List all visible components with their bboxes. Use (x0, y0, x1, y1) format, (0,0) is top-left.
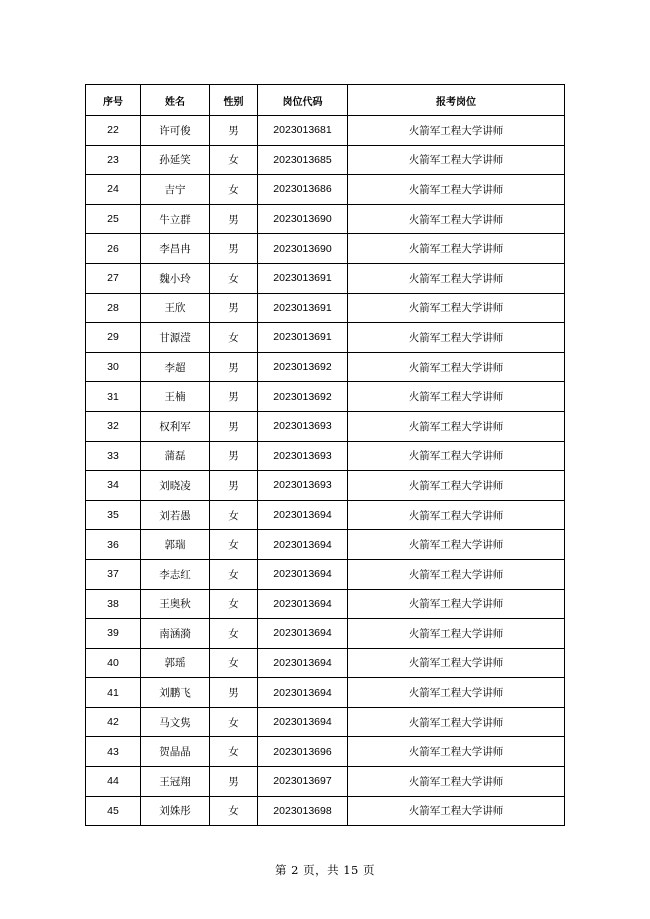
row-gender: 男 (210, 471, 258, 501)
row-index: 31 (86, 382, 141, 412)
row-applied-post: 火箭军工程大学讲师 (348, 619, 565, 649)
table-row (86, 175, 565, 205)
row-name: 刘若愚 (141, 500, 210, 530)
row-gender: 男 (210, 411, 258, 441)
row-name: 郭瑞 (141, 530, 210, 560)
row-name: 贺晶晶 (141, 737, 210, 767)
row-index: 43 (86, 737, 141, 767)
table-row (86, 382, 565, 412)
table-row (86, 648, 565, 678)
row-index: 38 (86, 589, 141, 619)
page-footer: 第 2 页，共 15 页 (274, 863, 376, 877)
row-post-code: 2023013691 (258, 263, 348, 293)
row-applied-post: 火箭军工程大学讲师 (348, 500, 565, 530)
row-post-code: 2023013696 (258, 737, 348, 767)
candidate-table (85, 84, 565, 826)
table-row (86, 263, 565, 293)
row-post-code: 2023013681 (258, 116, 348, 146)
table-row (86, 323, 565, 353)
row-applied-post: 火箭军工程大学讲师 (348, 234, 565, 264)
table-row (86, 411, 565, 441)
table-row (86, 204, 565, 234)
table-row (86, 471, 565, 501)
row-gender: 男 (210, 116, 258, 146)
row-applied-post: 火箭军工程大学讲师 (348, 323, 565, 353)
row-index: 39 (86, 619, 141, 649)
row-name: 马文隽 (141, 707, 210, 737)
row-post-code: 2023013685 (258, 145, 348, 175)
row-gender: 男 (210, 678, 258, 708)
row-gender: 男 (210, 234, 258, 264)
row-gender: 男 (210, 293, 258, 323)
header-gender: 性别 (210, 85, 258, 116)
row-gender: 女 (210, 619, 258, 649)
table-row (86, 441, 565, 471)
row-gender: 男 (210, 204, 258, 234)
row-name: 甘源滢 (141, 323, 210, 353)
row-applied-post: 火箭军工程大学讲师 (348, 263, 565, 293)
row-applied-post: 火箭军工程大学讲师 (348, 707, 565, 737)
table-row (86, 500, 565, 530)
header-applied-post: 报考岗位 (348, 85, 565, 116)
row-applied-post: 火箭军工程大学讲师 (348, 767, 565, 797)
row-applied-post: 火箭军工程大学讲师 (348, 145, 565, 175)
row-index: 22 (86, 116, 141, 146)
row-post-code: 2023013692 (258, 382, 348, 412)
row-post-code: 2023013694 (258, 589, 348, 619)
row-applied-post: 火箭军工程大学讲师 (348, 559, 565, 589)
row-gender: 男 (210, 441, 258, 471)
row-gender: 女 (210, 796, 258, 826)
row-gender: 女 (210, 589, 258, 619)
table-row (86, 707, 565, 737)
table-row (86, 530, 565, 560)
table-row (86, 589, 565, 619)
row-applied-post: 火箭军工程大学讲师 (348, 411, 565, 441)
row-name: 郭瑶 (141, 648, 210, 678)
row-post-code: 2023013694 (258, 648, 348, 678)
row-gender: 男 (210, 352, 258, 382)
row-gender: 女 (210, 323, 258, 353)
row-applied-post: 火箭军工程大学讲师 (348, 737, 565, 767)
row-post-code: 2023013690 (258, 204, 348, 234)
row-index: 45 (86, 796, 141, 826)
row-applied-post: 火箭军工程大学讲师 (348, 352, 565, 382)
table-row (86, 796, 565, 826)
row-name: 南涵漪 (141, 619, 210, 649)
row-index: 40 (86, 648, 141, 678)
row-post-code: 2023013691 (258, 293, 348, 323)
row-index: 32 (86, 411, 141, 441)
row-gender: 女 (210, 145, 258, 175)
row-applied-post: 火箭军工程大学讲师 (348, 796, 565, 826)
row-post-code: 2023013686 (258, 175, 348, 205)
row-post-code: 2023013691 (258, 323, 348, 353)
row-post-code: 2023013694 (258, 619, 348, 649)
row-name: 孙延笑 (141, 145, 210, 175)
table-row (86, 737, 565, 767)
header-index: 序号 (86, 85, 141, 116)
table-row (86, 293, 565, 323)
row-name: 刘晓凌 (141, 471, 210, 501)
row-name: 王楠 (141, 382, 210, 412)
row-index: 23 (86, 145, 141, 175)
row-post-code: 2023013694 (258, 500, 348, 530)
row-post-code: 2023013690 (258, 234, 348, 264)
row-name: 王欣 (141, 293, 210, 323)
row-applied-post: 火箭军工程大学讲师 (348, 293, 565, 323)
row-name: 刘鹏飞 (141, 678, 210, 708)
row-index: 35 (86, 500, 141, 530)
row-name: 许可俊 (141, 116, 210, 146)
row-index: 41 (86, 678, 141, 708)
row-gender: 女 (210, 648, 258, 678)
row-gender: 女 (210, 737, 258, 767)
row-post-code: 2023013697 (258, 767, 348, 797)
row-index: 44 (86, 767, 141, 797)
row-index: 29 (86, 323, 141, 353)
row-gender: 女 (210, 530, 258, 560)
row-name: 李昌冉 (141, 234, 210, 264)
table-row (86, 678, 565, 708)
table-row (86, 116, 565, 146)
row-applied-post: 火箭军工程大学讲师 (348, 204, 565, 234)
row-index: 34 (86, 471, 141, 501)
row-applied-post: 火箭军工程大学讲师 (348, 678, 565, 708)
row-name: 王奥秋 (141, 589, 210, 619)
row-post-code: 2023013694 (258, 530, 348, 560)
row-applied-post: 火箭军工程大学讲师 (348, 116, 565, 146)
table-row (86, 234, 565, 264)
row-index: 36 (86, 530, 141, 560)
row-gender: 女 (210, 559, 258, 589)
row-index: 27 (86, 263, 141, 293)
row-index: 24 (86, 175, 141, 205)
table-body (86, 116, 565, 826)
row-post-code: 2023013693 (258, 471, 348, 501)
table-row (86, 145, 565, 175)
table-header-row (86, 85, 565, 116)
row-post-code: 2023013694 (258, 707, 348, 737)
row-name: 牛立群 (141, 204, 210, 234)
table-row (86, 352, 565, 382)
row-index: 30 (86, 352, 141, 382)
row-gender: 男 (210, 767, 258, 797)
row-applied-post: 火箭军工程大学讲师 (348, 589, 565, 619)
row-applied-post: 火箭军工程大学讲师 (348, 530, 565, 560)
row-index: 25 (86, 204, 141, 234)
row-post-code: 2023013698 (258, 796, 348, 826)
row-post-code: 2023013693 (258, 441, 348, 471)
row-index: 37 (86, 559, 141, 589)
row-name: 刘姝彤 (141, 796, 210, 826)
row-applied-post: 火箭军工程大学讲师 (348, 648, 565, 678)
row-applied-post: 火箭军工程大学讲师 (348, 471, 565, 501)
row-name: 蒲磊 (141, 441, 210, 471)
table-row (86, 559, 565, 589)
row-gender: 女 (210, 175, 258, 205)
row-post-code: 2023013694 (258, 678, 348, 708)
header-post-code: 岗位代码 (258, 85, 348, 116)
row-name: 权利军 (141, 411, 210, 441)
row-index: 28 (86, 293, 141, 323)
row-name: 王冠翔 (141, 767, 210, 797)
row-index: 33 (86, 441, 141, 471)
row-name: 李志红 (141, 559, 210, 589)
row-gender: 女 (210, 707, 258, 737)
row-index: 26 (86, 234, 141, 264)
row-applied-post: 火箭军工程大学讲师 (348, 441, 565, 471)
row-applied-post: 火箭军工程大学讲师 (348, 382, 565, 412)
row-index: 42 (86, 707, 141, 737)
header-name: 姓名 (141, 85, 210, 116)
row-gender: 男 (210, 382, 258, 412)
table-row (86, 619, 565, 649)
row-post-code: 2023013693 (258, 411, 348, 441)
row-post-code: 2023013694 (258, 559, 348, 589)
row-name: 魏小玲 (141, 263, 210, 293)
row-gender: 女 (210, 263, 258, 293)
row-gender: 女 (210, 500, 258, 530)
table-row (86, 767, 565, 797)
row-name: 吉宁 (141, 175, 210, 205)
row-applied-post: 火箭军工程大学讲师 (348, 175, 565, 205)
row-name: 李超 (141, 352, 210, 382)
row-post-code: 2023013692 (258, 352, 348, 382)
